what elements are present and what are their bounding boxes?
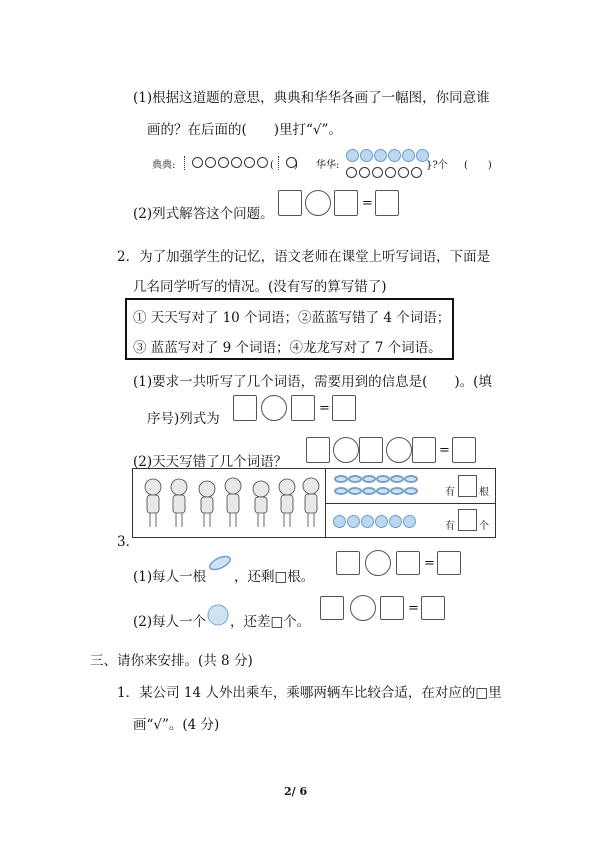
- q3-p2-box-3[interactable]: [421, 596, 445, 620]
- q1-answer-box-3[interactable]: [375, 190, 399, 216]
- sticks-count-pre: 有: [445, 487, 455, 498]
- page-number: 2/ 6: [284, 785, 308, 798]
- q1-part1-line2: 画的？在后面的( )里打“√”。: [147, 122, 342, 138]
- q3-p1-box-2[interactable]: [396, 551, 420, 575]
- q2-p1-equals: =: [319, 401, 330, 416]
- balls-count-box[interactable]: [458, 509, 477, 531]
- q2-p2-equals: =: [439, 443, 450, 458]
- ball-icon: [206, 603, 230, 631]
- sticks-illustration: [333, 473, 423, 503]
- huahua-drawing: [346, 147, 426, 180]
- children-illustration: [141, 475, 321, 531]
- stick-icon: [206, 551, 234, 579]
- section3-q1-line1: 1．某公司 14 人外出乘车，乘哪两辆车比较合适，在对应的□里: [117, 685, 502, 701]
- q2-info-row2: ③ 蓝蓝写对了 9 个词语；④龙龙写对了 7 个词语。: [133, 340, 442, 356]
- q1-answer-box-2[interactable]: [334, 190, 358, 216]
- q3-p1-operator-circle[interactable]: [365, 550, 391, 576]
- q2-part1-line1: (1)要求一共听写了几个词语，需要用到的信息是( )。(填: [133, 374, 492, 390]
- q1-equals: =: [362, 196, 373, 211]
- q3-p2-equals: =: [408, 601, 419, 616]
- q3-part2-pre: (2)每人一个: [133, 614, 207, 630]
- q3-p2-operator-circle[interactable]: [350, 595, 376, 621]
- q1-part1-line1: (1)根据这道题的意思，典典和华华各画了一幅图，你同意谁: [133, 90, 490, 106]
- q2-p2-circle-2[interactable]: [386, 437, 412, 463]
- q3-p1-equals: =: [424, 556, 435, 571]
- q2-p2-box-1[interactable]: [306, 437, 330, 463]
- balls-illustration: [333, 513, 417, 529]
- q3-p1-box-3[interactable]: [437, 551, 461, 575]
- q1-part2: (2)列式解答这个问题。: [133, 206, 274, 222]
- diandian-label: 典典:: [152, 160, 176, 171]
- q2-info-row1: ① 天天写对了 10 个词语；②蓝蓝写错了 4 个词语；: [133, 310, 451, 326]
- q2-part1-line2: 序号)列式为: [147, 411, 220, 427]
- q3-picture-frame: [132, 468, 496, 538]
- q2-p1-box-3[interactable]: [332, 395, 356, 421]
- q2-line1: 2．为了加强学生的记忆，语文老师在课堂上听写词语，下面是: [117, 249, 491, 265]
- q1-operator-circle[interactable]: [305, 190, 331, 216]
- q1-answer-box-1[interactable]: [278, 190, 302, 216]
- q2-p2-circle-1[interactable]: [333, 437, 359, 463]
- q2-p2-box-3[interactable]: [412, 437, 436, 463]
- q2-p1-box-1[interactable]: [233, 395, 257, 421]
- q2-p1-box-2[interactable]: [291, 395, 315, 421]
- q2-part2: (2)天天写错了几个词语？: [133, 454, 288, 470]
- q3-number: 3．: [117, 534, 140, 550]
- q2-line2: 几名同学听写的情况。(没有写的算写错了): [133, 279, 387, 295]
- sticks-count-box[interactable]: [458, 475, 477, 497]
- huahua-tail: }?个: [426, 160, 448, 171]
- diandian-answer-paren[interactable]: ( ): [270, 160, 298, 171]
- q3-part1-post: ，还剩□根。: [234, 569, 315, 585]
- q3-p2-box-1[interactable]: [320, 596, 344, 620]
- balls-count-pre: 有: [445, 521, 455, 532]
- huahua-answer-paren[interactable]: ( ): [464, 160, 492, 171]
- section3-heading: 三、请你来安排。(共 8 分): [90, 653, 253, 669]
- q2-p2-box-4[interactable]: [452, 437, 476, 463]
- q2-info-box: [125, 298, 454, 360]
- q3-p1-box-1[interactable]: [336, 551, 360, 575]
- q2-p2-box-2[interactable]: [359, 437, 383, 463]
- huahua-label: 华华:: [316, 160, 340, 171]
- balls-count-post: 个: [479, 521, 489, 532]
- q3-part1-pre: (1)每人一根: [133, 569, 207, 585]
- q3-part2-post: ，还差□个。: [230, 614, 311, 630]
- q3-p2-box-2[interactable]: [380, 596, 404, 620]
- q2-p1-operator-circle[interactable]: [261, 395, 287, 421]
- section3-q1-line2: 画“√”。(4 分): [133, 717, 220, 733]
- sticks-count-post: 根: [479, 487, 489, 498]
